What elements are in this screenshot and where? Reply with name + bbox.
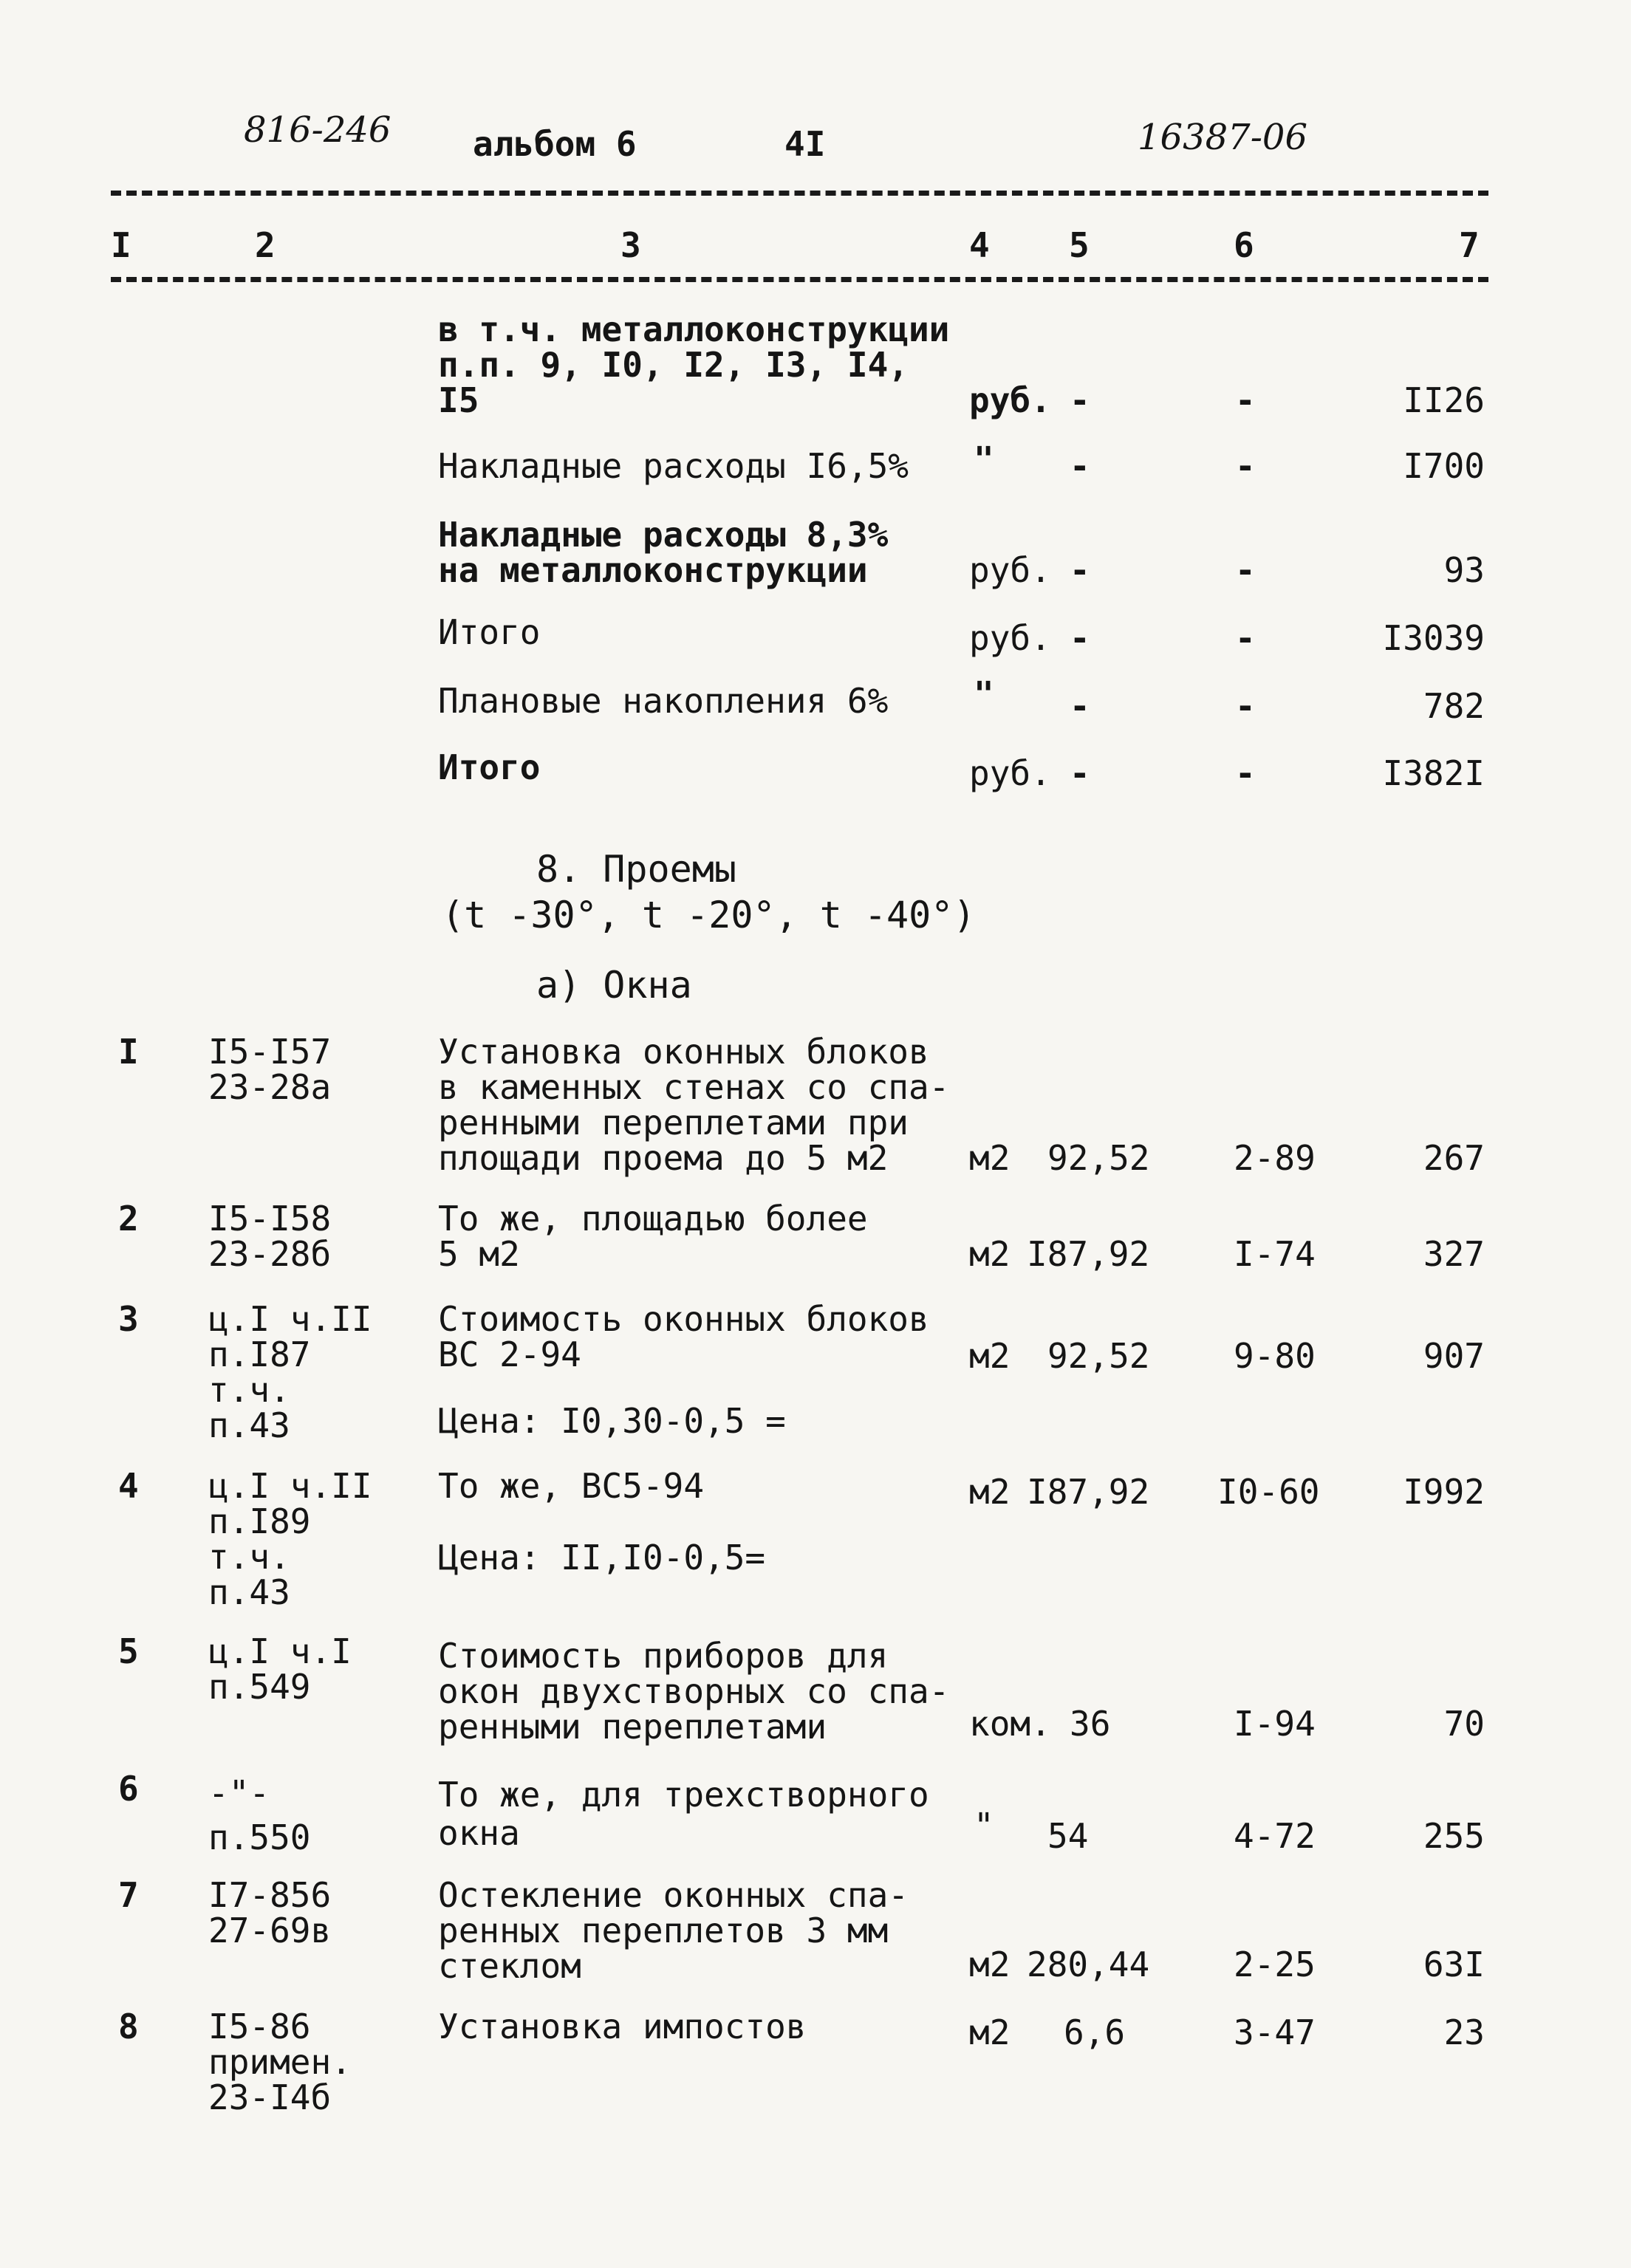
col-header-3: 3 [620,225,641,265]
item-number: 5 [118,1631,139,1671]
summary-qty: - [1070,550,1090,590]
item-desc: То же, для трехстворного окна [438,1775,929,1853]
item-unit: м2 [969,1234,1011,1274]
summary-price: - [1235,753,1256,793]
section-temperatures: (t -30°, t -20°, t -40°) [442,894,976,936]
summary-unit: " [974,674,994,714]
col-header-4: 4 [969,225,990,265]
item-price: I0-60 [1217,1472,1320,1512]
item-price: 2-89 [1234,1138,1316,1178]
item-qty: I87,92 [1027,1472,1150,1512]
item-qty: 36 [1070,1704,1111,1744]
item-number: 3 [118,1299,139,1339]
col-header-2: 2 [255,225,276,265]
item-price: 9-80 [1234,1336,1316,1376]
item-price: I-94 [1234,1704,1316,1744]
item-ref: I7-856 27-69в [208,1875,332,1950]
item-total: 907 [1423,1336,1485,1376]
item-price: 2-25 [1234,1945,1316,1984]
item-qty: 54 [1047,1816,1089,1856]
item-desc: То же, площадью более 5 м2 [438,1199,868,1274]
item-ref: ц.I ч.II п.I89 т.ч. п.43 [208,1466,372,1612]
summary-total: I700 [1403,446,1485,486]
summary-price: - [1235,380,1256,420]
summary-desc: Плановые накопления 6% [438,681,889,721]
summary-price: - [1235,550,1256,590]
section-subtitle: а) Окна [536,964,692,1007]
col-header-6: 6 [1234,225,1254,265]
summary-desc: Накладные расходы I6,5% [438,446,909,486]
col-header-5: 5 [1069,225,1090,265]
item-unit: м2 [969,1138,1011,1178]
header-rule-bottom [111,277,1488,282]
item-total: I992 [1403,1472,1485,1512]
item-unit: м2 [969,2012,1011,2052]
item-qty: 280,44 [1027,1945,1150,1984]
summary-total: 782 [1423,686,1485,726]
summary-price: - [1235,686,1256,726]
item-price-formula: Цена: II,I0-0,5= [438,1538,766,1577]
item-desc: Стоимость оконных блоков ВС 2-94 [438,1299,929,1374]
item-total: 327 [1423,1234,1485,1274]
handwritten-code-right: 16387-06 [1138,117,1307,158]
summary-unit: руб. [969,380,1051,420]
item-ref: ц.I ч.I п.549 [208,1631,352,1707]
summary-total: I382I [1382,753,1485,793]
item-total: 63I [1423,1945,1485,1984]
item-ref: ц.I ч.II п.I87 т.ч. п.43 [208,1299,372,1445]
item-price-formula: Цена: I0,30-0,5 = [438,1401,786,1441]
summary-price: - [1235,446,1256,486]
item-ref: I5-I58 23-28б [208,1199,332,1274]
item-qty: 6,6 [1064,2012,1126,2052]
item-unit: м2 [969,1472,1011,1512]
item-ref: -"- п.550 [208,1773,311,1857]
summary-unit: руб. [969,753,1051,793]
item-qty: 92,52 [1047,1138,1150,1178]
summary-unit: " [974,439,994,479]
summary-qty: - [1070,618,1090,658]
summary-qty: - [1070,686,1090,726]
item-total: 267 [1423,1138,1485,1178]
item-number: 7 [118,1875,139,1915]
item-total: 23 [1443,2012,1485,2052]
summary-qty: - [1070,380,1090,420]
summary-desc: Итого [438,612,541,652]
item-unit: " [974,1806,994,1846]
col-header-7: 7 [1459,225,1480,265]
item-price: 4-72 [1234,1816,1316,1856]
item-desc: Остекление оконных спа- ренных переплетов 3 мм стеклом [438,1875,909,1986]
summary-price: - [1235,618,1256,658]
item-desc: Установка импостов [438,2007,807,2046]
summary-total: 93 [1443,550,1485,590]
summary-unit: руб. [969,550,1051,590]
item-unit: м2 [969,1945,1011,1984]
col-header-1: I [111,225,131,265]
item-price: I-74 [1234,1234,1316,1274]
summary-total: I3039 [1382,618,1485,658]
item-desc: То же, ВС5-94 [438,1466,705,1506]
item-number: 2 [118,1199,139,1239]
album-label: альбом 6 [473,124,637,164]
item-unit: ком. [969,1704,1051,1744]
item-desc: Установка оконных блоков в каменных стенах со спа- ренными переплетами при площади проема до 5 м2 [438,1032,950,1178]
item-qty: 92,52 [1047,1336,1150,1376]
item-qty: I87,92 [1027,1234,1150,1274]
item-number: I [118,1032,139,1072]
item-desc: Стоимость приборов для окон двухстворных со спа- ренными переплетами [438,1636,950,1747]
summary-qty: - [1070,446,1090,486]
item-number: 8 [118,2007,139,2046]
item-total: 255 [1423,1816,1485,1856]
summary-qty: - [1070,753,1090,793]
summary-unit: руб. [969,618,1051,658]
summary-desc: в т.ч. металлоконструкции п.п. 9, I0, I2, I3, I4, I5 [438,309,950,420]
item-ref: I5-I57 23-28а [208,1032,332,1107]
section-title: 8. Проемы [536,848,736,891]
summary-desc: Итого [438,747,541,787]
header-rule-top [111,191,1488,196]
item-ref: I5-86 примен. 23-I4б [208,2007,352,2117]
summary-desc: Накладные расходы 8,3% на металлоконструкции [438,515,889,590]
item-price: 3-47 [1234,2012,1316,2052]
item-unit: м2 [969,1336,1011,1376]
item-total: 70 [1443,1704,1485,1744]
item-number: 6 [118,1769,139,1809]
item-number: 4 [118,1466,139,1506]
handwritten-code-left: 816-246 [244,109,391,151]
page-number: 4I [784,124,826,164]
summary-total: II26 [1403,380,1485,420]
